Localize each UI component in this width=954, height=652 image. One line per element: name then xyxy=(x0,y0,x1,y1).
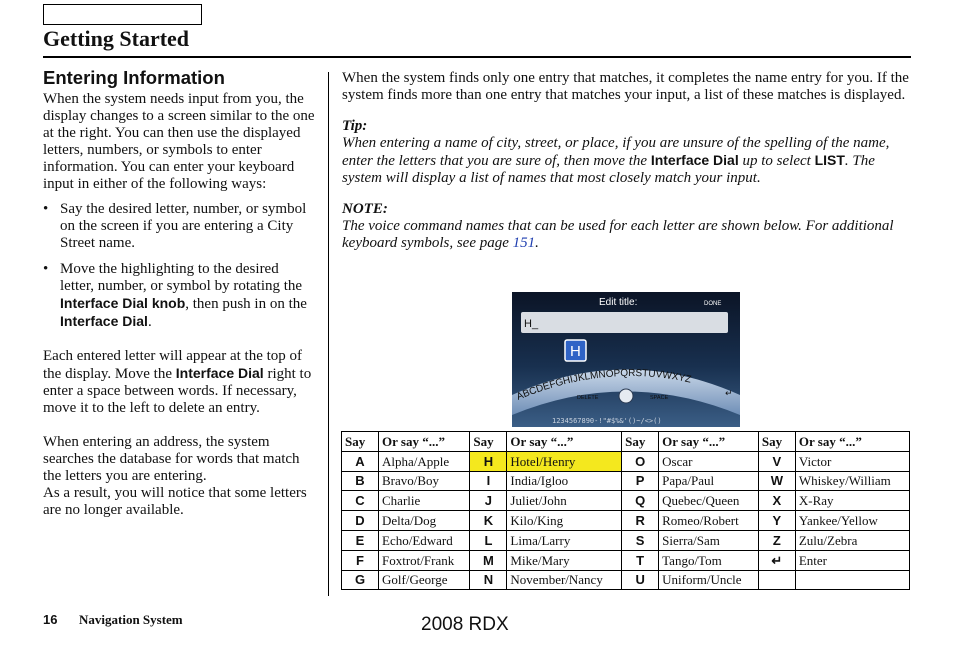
space-button[interactable]: SPACE xyxy=(650,395,669,401)
left-column xyxy=(43,68,315,519)
entered-letter-paragraph xyxy=(43,348,315,417)
say-letter-cell: T xyxy=(622,550,659,570)
table-row xyxy=(342,570,910,590)
or-say-cell: Sierra/Sam xyxy=(659,530,759,550)
arc-letters[interactable]: ABCDEFGHIJKLMNOPQRSTUVWXYZ xyxy=(514,367,693,403)
or-say-cell: Charlie xyxy=(379,491,470,511)
or-say-cell: Oscar xyxy=(659,451,759,471)
column-header: Or say “...” xyxy=(507,432,622,452)
say-letter-cell: G xyxy=(342,570,379,590)
tip-text-c: up to select xyxy=(738,153,815,169)
entry-text: H_ xyxy=(524,318,539,330)
edit-title-screen xyxy=(512,292,740,427)
column-header: Or say “...” xyxy=(659,432,759,452)
heading-rule xyxy=(43,56,911,58)
or-say-cell: Zulu/Zebra xyxy=(795,530,909,550)
page-title: Getting Started xyxy=(43,26,190,51)
say-letter-cell: I xyxy=(470,471,507,491)
or-say-cell: Hotel/Henry xyxy=(507,451,622,471)
tip-interface-dial-term: Interface Dial xyxy=(650,152,739,168)
say-letter-cell: D xyxy=(342,511,379,531)
or-say-cell: Echo/Edward xyxy=(379,530,470,550)
or-say-cell: Papa/Paul xyxy=(659,471,759,491)
or-say-cell xyxy=(795,570,909,590)
say-letter-cell: E xyxy=(342,530,379,550)
interface-dial-knob-term: Interface Dial knob xyxy=(60,295,186,311)
or-say-cell: Whiskey/William xyxy=(795,471,909,491)
or-say-cell: Kilo/King xyxy=(507,511,622,531)
voice-command-table xyxy=(341,431,910,590)
say-letter-cell: Y xyxy=(758,511,795,531)
or-say-cell: Uniform/Uncle xyxy=(659,570,759,590)
matches-paragraph: When the system finds only one entry that matches, it completes the name entry for you. If the system finds more than one entry that matches your input, a list of these matches is displayed. xyxy=(342,70,909,103)
table-row xyxy=(342,471,910,491)
note-text-a: The voice command names that can be used for each letter are shown below. For additional keyboard symbols, see page xyxy=(342,218,894,251)
bullet2-text-a: Move the highlighting to the desired letter, number, or symbol by rotating the xyxy=(60,261,303,294)
column-header: Say xyxy=(470,432,507,452)
selected-letter: H xyxy=(570,343,581,360)
or-say-cell: Yankee/Yellow xyxy=(795,511,909,531)
dial-knob-icon xyxy=(619,389,633,403)
tip-text-a: When entering a name of city, street, or place, if you are unsure of the spelling of the name, enter the letters that you are sure of, then move the xyxy=(342,135,890,169)
or-say-cell: Enter xyxy=(795,550,909,570)
note-label: NOTE: xyxy=(342,201,388,217)
or-say-cell: Alpha/Apple xyxy=(379,451,470,471)
table-row xyxy=(342,451,910,471)
intro-paragraph: When the system needs input from you, the display changes to a screen similar to the one at the right. You can then use the displayed letters, numbers, or symbols to enter information. You can enter your keyboard input in either of the following ways: xyxy=(43,91,315,192)
say-letter-cell: B xyxy=(342,471,379,491)
say-letter-cell: F xyxy=(342,550,379,570)
or-say-cell: X-Ray xyxy=(795,491,909,511)
page-151-link[interactable]: 151 xyxy=(512,235,536,251)
bullet-say-letter: • Say the desired letter, number, or symbol on the screen if you are entering a City Street name. xyxy=(43,201,315,252)
address-search-paragraph: When entering an address, the system searches the database for words that match the letters you are entering. xyxy=(43,434,300,484)
screen-title: Edit title: xyxy=(599,297,638,308)
say-letter-cell: Q xyxy=(622,491,659,511)
page-number: 16 xyxy=(43,612,58,627)
say-letter-cell xyxy=(758,570,795,590)
or-say-cell: Bravo/Boy xyxy=(379,471,470,491)
say-letter-cell: M xyxy=(470,550,507,570)
or-say-cell: Foxtrot/Frank xyxy=(379,550,470,570)
interface-dial-term: Interface Dial xyxy=(60,313,148,329)
say-letter-cell: A xyxy=(342,451,379,471)
or-say-cell: Tango/Tom xyxy=(659,550,759,570)
say-letter-cell: J xyxy=(470,491,507,511)
header-tab-box xyxy=(43,4,202,25)
bullet2-text-e: . xyxy=(147,314,152,330)
symbol-row[interactable]: 1234567890-!"#$%&'()~/<>() xyxy=(552,417,662,425)
table-body xyxy=(342,451,910,590)
or-say-cell: Romeo/Robert xyxy=(659,511,759,531)
column-divider xyxy=(328,72,329,596)
say-letter-cell: U xyxy=(622,570,659,590)
or-say-cell: Delta/Dog xyxy=(379,511,470,531)
table-row xyxy=(342,491,910,511)
enter-key-icon[interactable]: ↵ xyxy=(725,389,733,399)
say-letter-cell: K xyxy=(470,511,507,531)
or-say-cell: Quebec/Queen xyxy=(659,491,759,511)
table-header-row xyxy=(342,432,910,452)
table-row xyxy=(342,550,910,570)
footer-section: Navigation System xyxy=(79,612,183,627)
letters-unavailable-paragraph: As a result, you will notice that some letters are no longer available. xyxy=(43,485,307,518)
say-letter-cell: V xyxy=(758,451,795,471)
say-letter-cell: Z xyxy=(758,530,795,550)
tip-text-e: . The system will display a list of names that most closely match your input. xyxy=(342,153,875,186)
bullet-interface-dial xyxy=(43,261,315,331)
or-say-cell: November/Nancy xyxy=(507,570,622,590)
tip-list-term: LIST xyxy=(814,152,845,168)
done-button[interactable]: DONE xyxy=(704,301,722,307)
delete-button[interactable]: DELETE xyxy=(577,395,599,401)
input-methods-list xyxy=(43,201,315,331)
entry-field[interactable] xyxy=(521,312,728,333)
right-column xyxy=(342,70,912,252)
or-say-cell: Victor xyxy=(795,451,909,471)
say-letter-cell: W xyxy=(758,471,795,491)
or-say-cell: India/Igloo xyxy=(507,471,622,491)
or-say-cell: Lima/Larry xyxy=(507,530,622,550)
or-say-cell: Juliet/John xyxy=(507,491,622,511)
say-letter-cell: X xyxy=(758,491,795,511)
footer-model: 2008 RDX xyxy=(421,614,509,635)
say-letter-cell: P xyxy=(622,471,659,491)
note-paragraph xyxy=(342,218,912,252)
bullet2-text-c: , then push in on the xyxy=(185,296,307,312)
tip-paragraph xyxy=(342,135,912,187)
para2-text-c: right to enter a space between words. If necessary, move it to the left to delete an entry. xyxy=(43,366,312,416)
interface-dial-term-2: Interface Dial xyxy=(175,365,264,381)
column-header: Or say “...” xyxy=(379,432,470,452)
say-letter-cell: N xyxy=(470,570,507,590)
column-header: Say xyxy=(622,432,659,452)
say-letter-cell: O xyxy=(622,451,659,471)
or-say-cell: Mike/Mary xyxy=(507,550,622,570)
say-letter-cell: C xyxy=(342,491,379,511)
section-heading: Entering Information xyxy=(43,67,225,88)
say-letter-cell: S xyxy=(622,530,659,550)
say-letter-cell: R xyxy=(622,511,659,531)
say-letter-cell: ↵ xyxy=(758,550,795,570)
column-header: Say xyxy=(758,432,795,452)
or-say-cell: Golf/George xyxy=(379,570,470,590)
table-row xyxy=(342,511,910,531)
column-header: Say xyxy=(342,432,379,452)
table-row xyxy=(342,530,910,550)
say-letter-cell: L xyxy=(470,530,507,550)
column-header: Or say “...” xyxy=(795,432,909,452)
para2-text-a: Each entered letter will appear at the top of the display. Move the xyxy=(43,348,303,382)
tip-label: Tip: xyxy=(342,118,368,134)
say-letter-cell: H xyxy=(470,451,507,471)
note-text-end: . xyxy=(535,235,539,251)
